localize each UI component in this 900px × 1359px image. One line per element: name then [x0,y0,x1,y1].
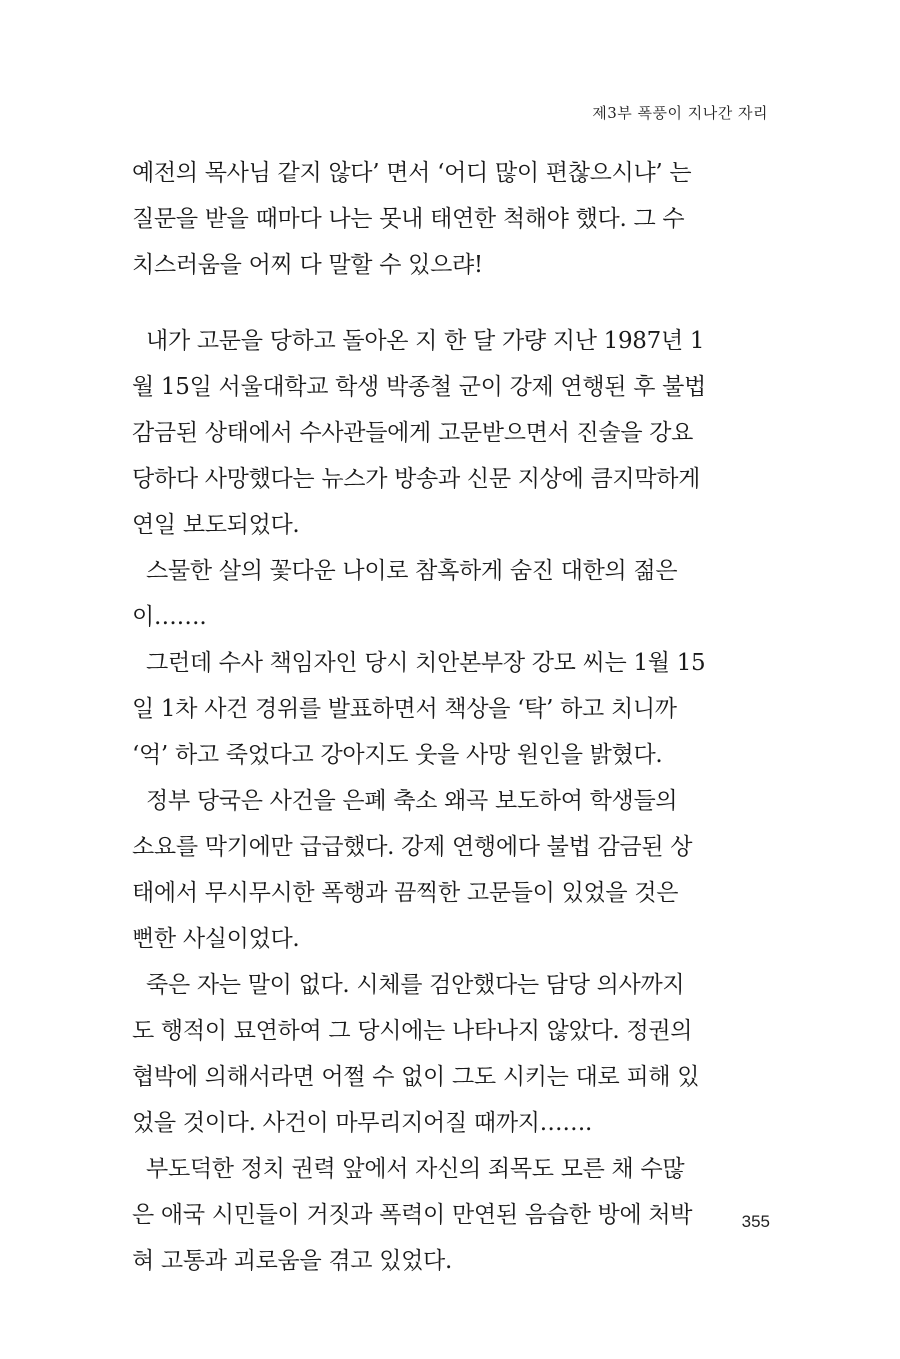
text-line: 감금된 상태에서 수사관들에게 고문받으면서 진술을 강요 [132,420,694,446]
text-line: 당하다 사망했다는 뉴스가 방송과 신문 지상에 큼지막하게 [132,466,701,492]
text-line: 부도덕한 정치 권력 앞에서 자신의 죄목도 모른 채 수많 [132,1156,685,1182]
page-number: 355 [741,1212,770,1231]
text-line: 예전의 목사님 같지 않다’ 면서 ‘어디 많이 편찮으시냐’ 는 [132,160,692,186]
text-line: 월 15일 서울대학교 학생 박종철 군이 강제 연행된 후 불법 [132,374,706,400]
text-line: 혀 고통과 괴로움을 겪고 있었다. [132,1248,452,1274]
text-line: ‘억’ 하고 죽었다고 강아지도 웃을 사망 원인을 밝혔다. [132,742,663,768]
text-line: 협박에 의해서라면 어쩔 수 없이 그도 시키는 대로 피해 있 [132,1064,700,1090]
text-line: 그런데 수사 책임자인 당시 치안본부장 강모 씨는 1월 15 [132,650,706,676]
text-line: 태에서 무시무시한 폭행과 끔찍한 고문들이 있었을 것은 [132,880,679,906]
text-line: 스물한 살의 꽃다운 나이로 참혹하게 숨진 대한의 젊은 [132,558,678,584]
text-line: 뻔한 사실이었다. [132,926,300,952]
text-line: 도 행적이 묘연하여 그 당시에는 나타나지 않았다. 정권의 [132,1018,693,1044]
paragraph-block-1 [132,150,772,288]
text-line: 일 1차 사건 경위를 발표하면서 책상을 ‘탁’ 하고 치니까 [132,696,677,722]
text-line: 치스러움을 어찌 다 말할 수 있으랴! [132,252,483,278]
paragraph-block-2 [132,318,772,1284]
text-line: 소요를 막기에만 급급했다. 강제 연행에다 불법 감금된 상 [132,834,693,860]
text-line: 내가 고문을 당하고 돌아온 지 한 달 가량 지난 1987년 1 [132,328,705,354]
running-head: 제3부 폭풍이 지나간 자리 [592,104,768,122]
text-line: 었을 것이다. 사건이 마무리지어질 때까지……. [132,1110,593,1136]
text-line: 정부 당국은 사건을 은폐 축소 왜곡 보도하여 학생들의 [132,788,678,814]
text-line: 연일 보도되었다. [132,512,300,538]
text-line: 은 애국 시민들이 거짓과 폭력이 만연된 음습한 방에 처박 [132,1202,693,1228]
text-line: 이……. [132,604,207,630]
text-line: 죽은 자는 말이 없다. 시체를 검안했다는 담당 의사까지 [132,972,685,998]
text-line: 질문을 받을 때마다 나는 못내 태연한 척해야 했다. 그 수 [132,206,685,232]
